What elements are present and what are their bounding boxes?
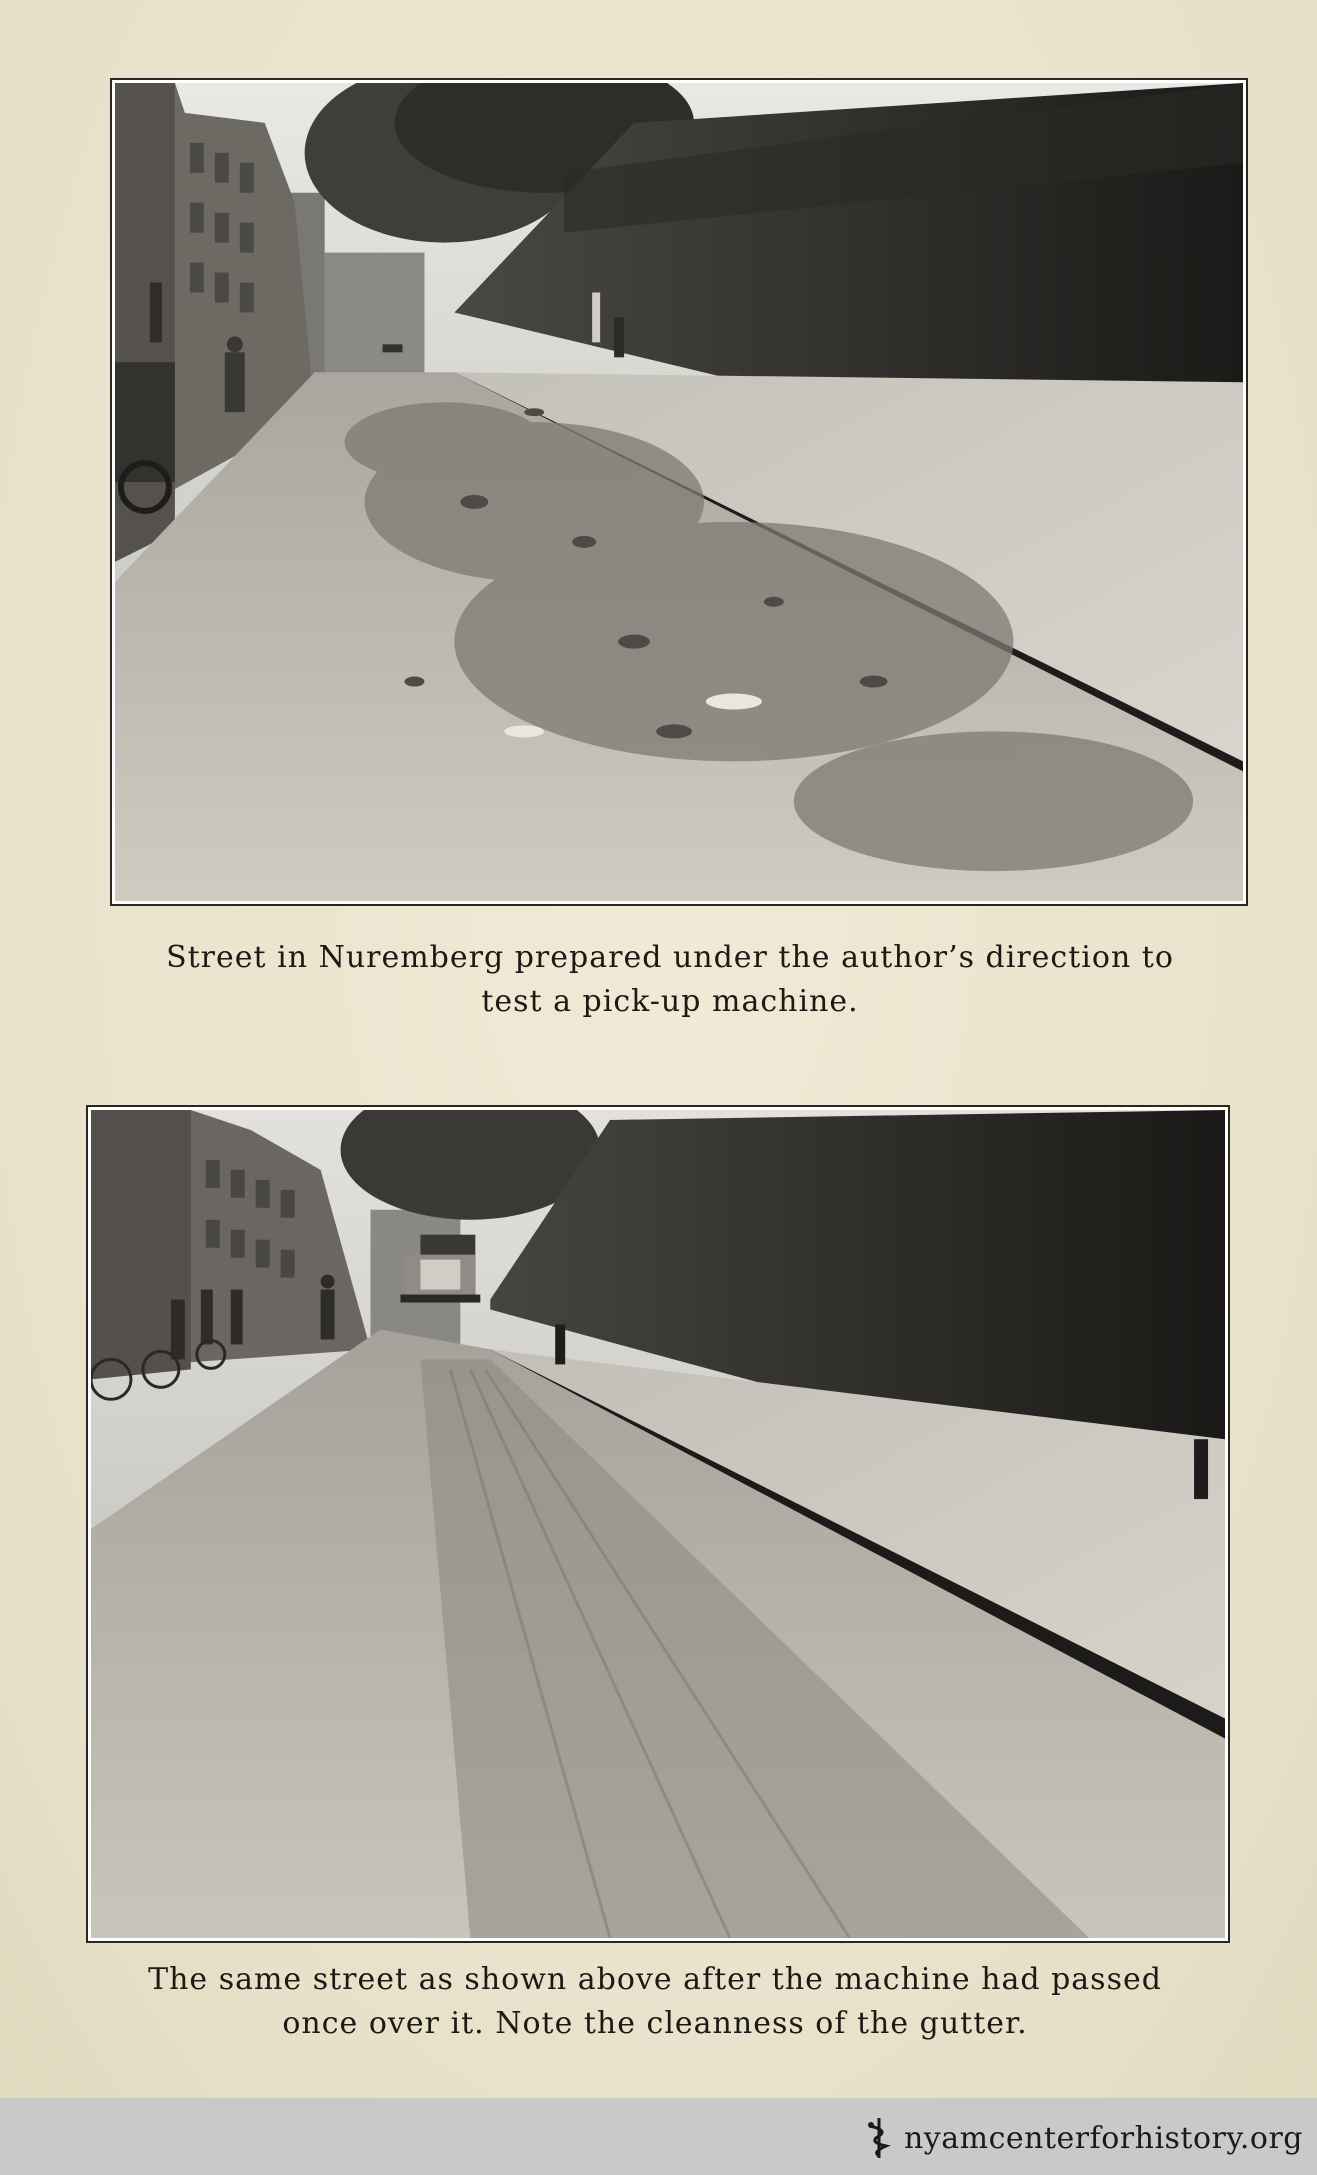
- caption-line: once over it. Note the cleanness of the gutter.: [282, 2006, 1028, 2041]
- street-photo-after-image: [91, 1110, 1225, 1938]
- caption-line: test a pick-up machine.: [481, 984, 859, 1019]
- photo-caption-after: [80, 1958, 1230, 2046]
- photo-caption-before: [100, 936, 1240, 1024]
- street-photo-before-image: [115, 83, 1243, 901]
- source-site-link[interactable]: nyamcenterforhistory.org: [903, 2120, 1303, 2156]
- serpent-staff-icon: [862, 2116, 896, 2160]
- street-photo-before: [110, 78, 1248, 906]
- street-photo-after: [86, 1105, 1230, 1943]
- source-logo[interactable]: [862, 2116, 1303, 2160]
- caption-line: The same street as shown above after the machine had passed: [148, 1962, 1162, 1997]
- source-footer-bar: [0, 2098, 1317, 2175]
- caption-line: Street in Nuremberg prepared under the author’s direction to: [166, 940, 1174, 975]
